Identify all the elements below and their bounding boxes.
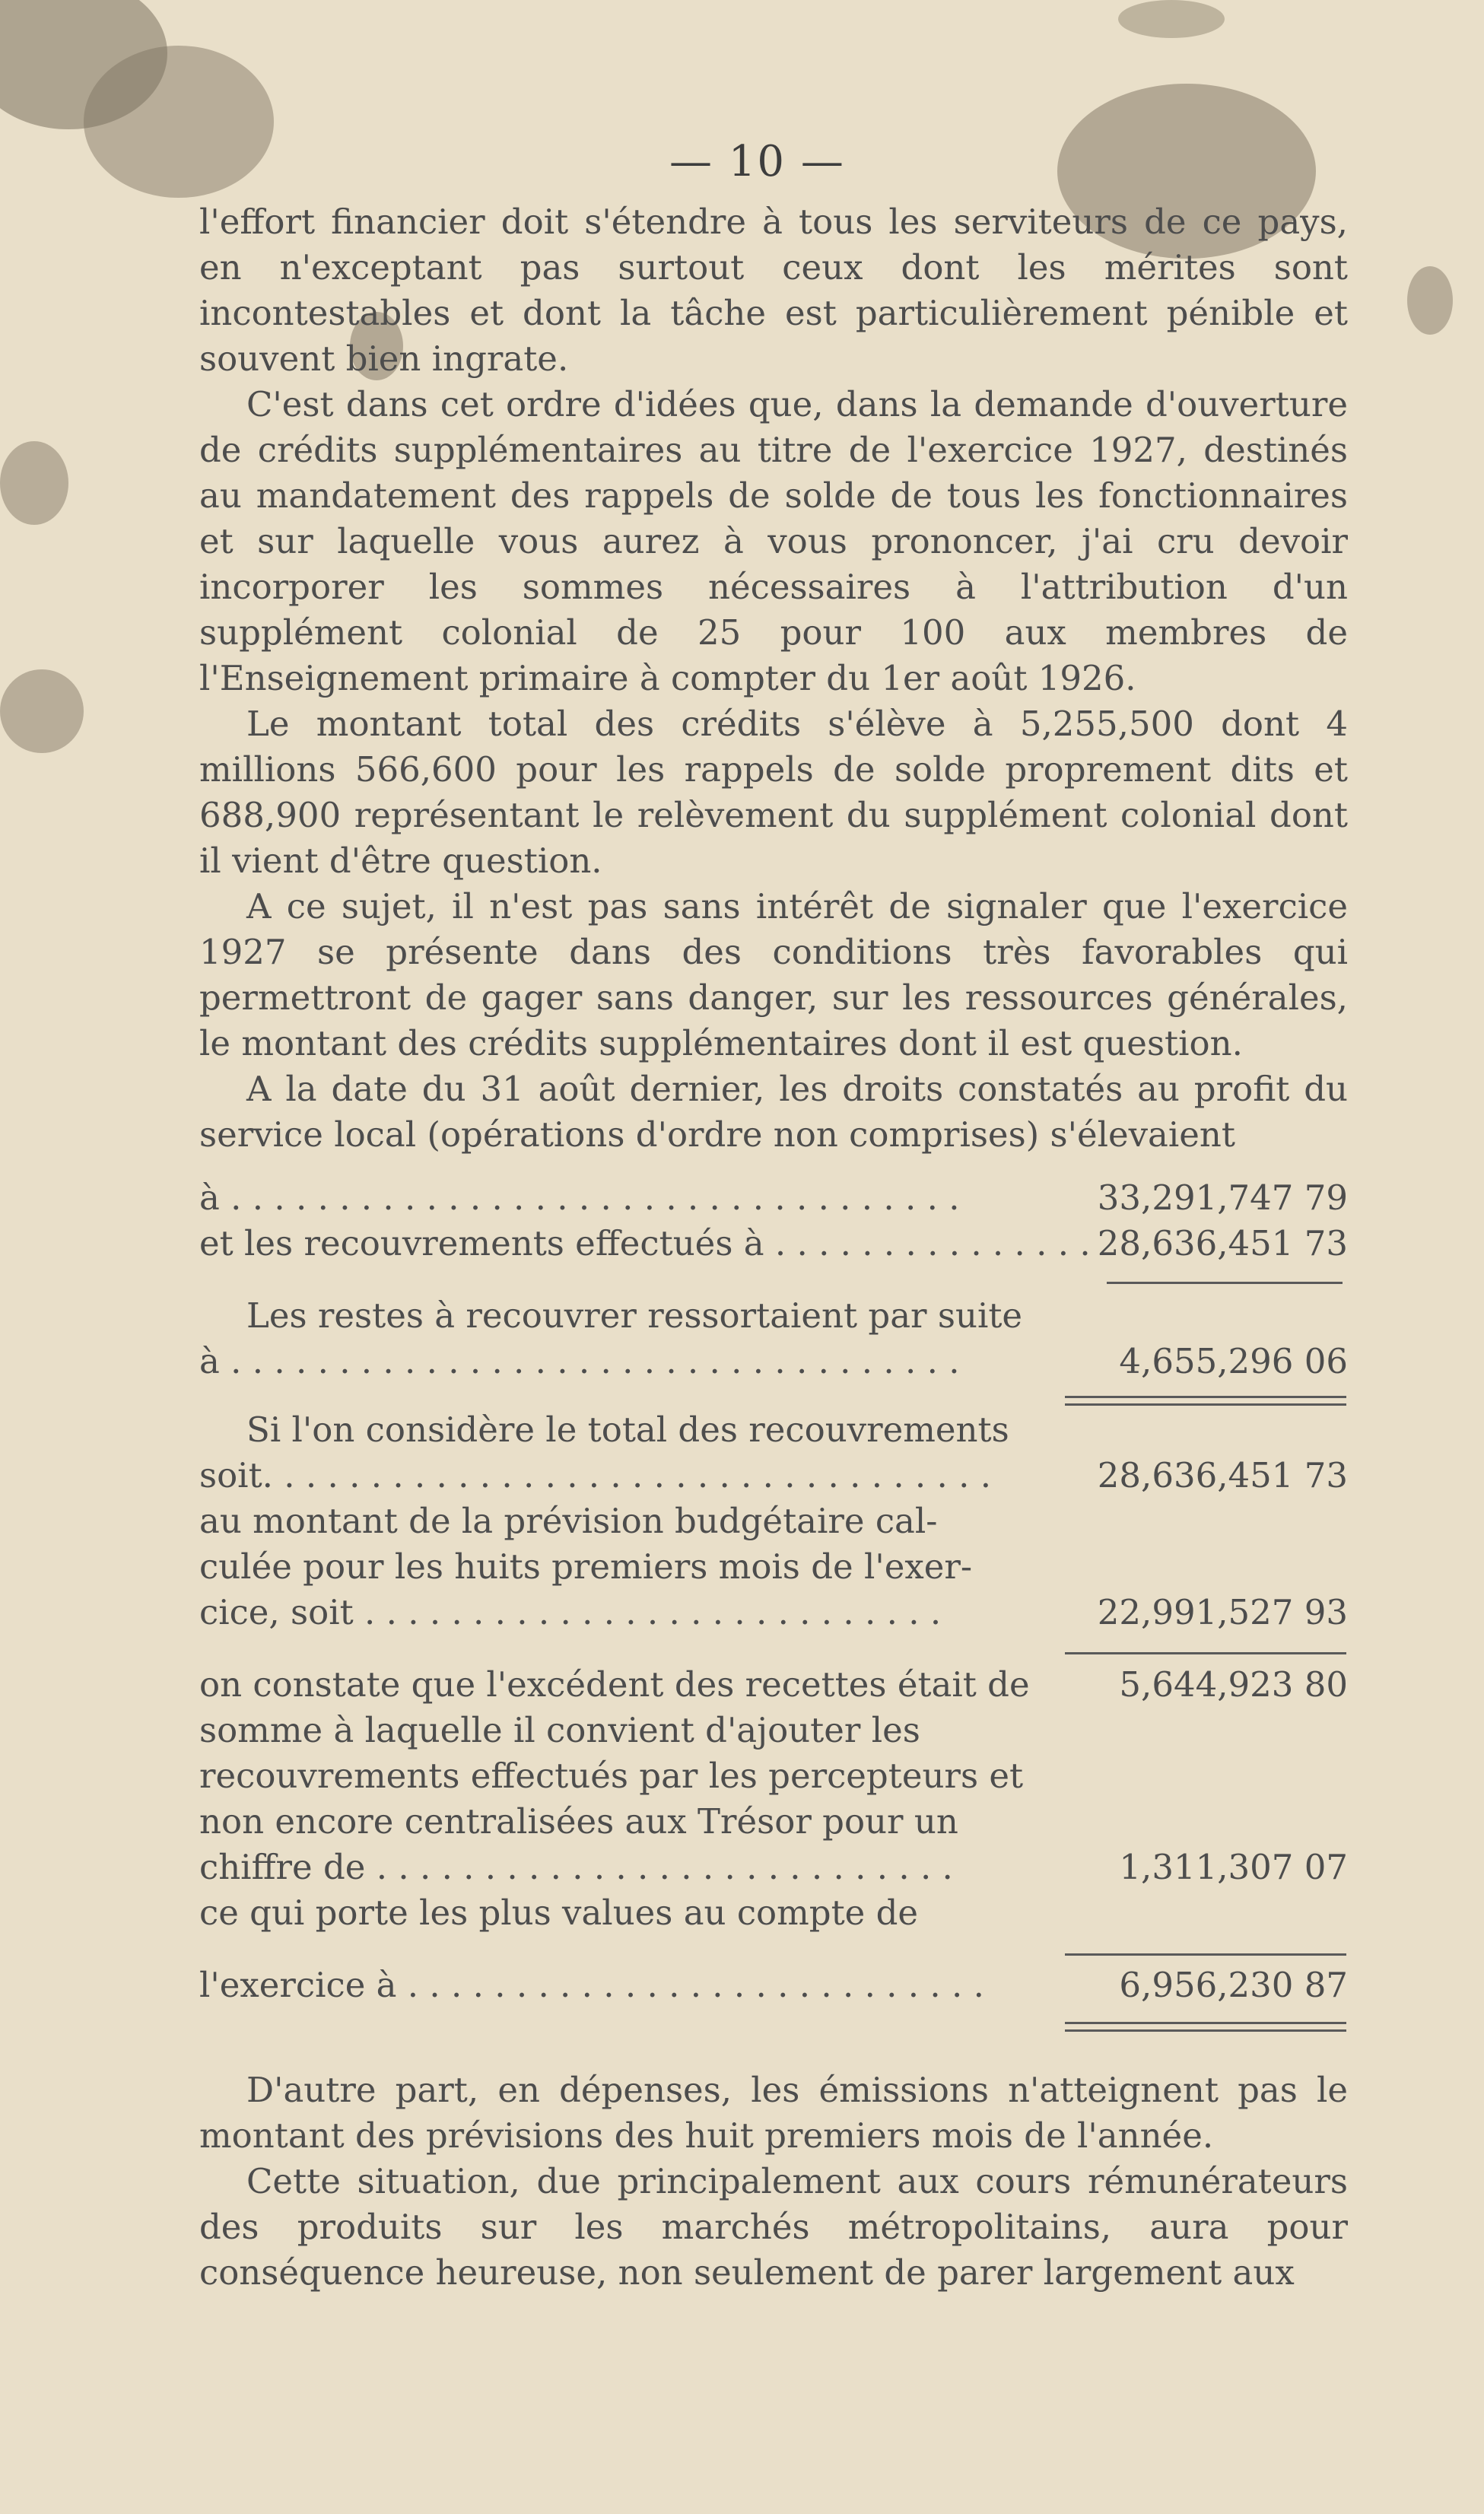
paragraph-1: l'effort financier doit s'étendre à tous les serviteurs de ce pays, en n'exceptant pas surtout ceux dont les mérites sont incontestables et dont la tâche est particulièrement pénible et souvent bien ingrate. xyxy=(199,202,1348,379)
prevision-amount: 22,991,527 93 xyxy=(1097,1592,1348,1632)
closing-text xyxy=(199,2067,1348,2296)
stain-left-mid xyxy=(0,441,68,525)
recouvrements-amount: 28,636,451 73 xyxy=(1097,1223,1348,1263)
dot-leader: à . . . . . . . . . . . . . . . . . . . . . . . . . . . . . . . . . . xyxy=(199,1178,960,1218)
restes-amount: 4,655,296 06 xyxy=(1119,1341,1348,1381)
stain-top-center xyxy=(1118,0,1225,38)
excedent-amount: 5,644,923 80 xyxy=(1119,1664,1348,1705)
rule-1 xyxy=(1107,1282,1343,1284)
closing-paragraph-2: Cette situation, due principalement aux cours rémunérateurs des produits sur les marchés métropolitains, aura pour conséquence heureuse, non seulement de parer largement aux xyxy=(199,2161,1348,2293)
dot-leader: soit. . . . . . . . . . . . . . . . . . . . . . . . . . . . . . . . . . xyxy=(199,1455,992,1495)
total-label: Si l'on considère le total des recouvrements xyxy=(246,1410,1009,1450)
double-rule-1a xyxy=(1065,1396,1346,1398)
restes-label: Les restes à recouvrer ressortaient par suite xyxy=(246,1295,1023,1336)
double-rule-1b xyxy=(1065,1403,1346,1406)
double-rule-2b xyxy=(1065,2029,1346,2032)
chiffre-amount: 1,311,307 07 xyxy=(1119,1847,1348,1887)
dot-leader: chiffre de . . . . . . . . . . . . . . . . . . . . . . . . . . . xyxy=(199,1847,953,1887)
dot-leader: l'exercice à . . . . . . . . . . . . . . . . . . . . . . . . . . . xyxy=(199,1965,984,2005)
total-amount: 28,636,451 73 xyxy=(1097,1455,1348,1495)
document-page: — 10 — l'effort financier doit s'étendre à tous les serviteurs de ce pays, en n'exceptant pas surtout ceux dont les mérites sont incontestables et dont la tâche est particulièrement pénible et souvent bien ingrate. C'est dans cet ordre d'idées que, dans la demande d'ouverture de crédits supplémentaires au titre de l'exercice 1927, destinés au mandatement des rappels de solde de tous les fonctionnaires et sur laquelle vous aurez à vous prononcer, j'ai cru devoir incorporer les sommes nécessaires à l'attribution d'un supplément colonial de 25 pour 100 aux membres de l'Enseignement primaire à compter du 1er août 1926. Le montant total des crédits s'élève à 5,255,500 dont 4 millions 566,600 pour les rappels de solde proprement dits et 688,900 représentant le relèvement du supplément colonial dont il vient d'être question. A ce sujet, il n'est pas sans intérêt de signaler que l'exercice 1927 se présente dans des conditions très favorables qui permettront de gager sans danger, sur les ressources générales, le montant des crédits supplémentaires dont il est question. A la date du 31 août dernier, les droits constatés au profit du service local (opérations d'ordre non comprises) s'élevaient à . . . . . . . . . . . . . . . . . . . . . . . . . . . . . . . . . . 33,291,747 79 et les recouvrements effectués à . . . . . . . . . . . . . . . 28,636,451 73 Les restes à recouvrer ressortaient par suite à . . . . . . . . . . . . . . . . . . . . . . . . . . . . . . . . . . 4,655,296 06 Si l'on considère le total des recouvrements soit. . . . . . . . . . . . . . . . . . . . . . . . . . . . . . . . . . 28,636,451 73 au montant de la prévision budgétaire cal- culée pour les huits premiers mois de l'exer- cice, soit . . . . . . . . . . . . . . . . . . . . . . . . . . . 22,991,527 93 on constate que l'excédent des recettes était de 5,644,923 80 somme à laquelle il convient d'ajouter les recouvrements effectués par les percepteurs et non encore centralisées aux Trésor pour un chiffre de . . . . . . . . . . . . . . . . . . . . . . . . . . . 1,311,307 07 ce qui porte les plus values au compte de l'exercice à . . . . . . . . . . . . . . . . . . . . . . . . . . . 6,956,230 87 D'autre part, en dépenses, les émissions n'atteignent pas le montant des prévisions des huit premiers mois de l'année. Cette situation, due principalement aux cours rémunérateurs des produits sur les marchés métropolitains, aura pour conséquence heureuse, non seulement de parer largement aux xyxy=(0,0,1484,2514)
rule-2 xyxy=(1065,1652,1346,1654)
paragraph-4: A ce sujet, il n'est pas sans intérêt de signaler que l'exercice 1927 se présente dans des conditions très favorables qui permettront de gager sans danger, sur les ressources générales, le montant des crédits supplémentaires dont il est question. xyxy=(199,886,1348,1063)
paragraph-3: Le montant total des crédits s'élève à 5,255,500 dont 4 millions 566,600 pour les rappels de solde proprement dits et 688,900 représentant le relèvement du supplément colonial dont il vient d'être question. xyxy=(199,704,1348,881)
closing-paragraph-1: D'autre part, en dépenses, les émissions n'atteignent pas le montant des prévisions des huit premiers mois de l'année. xyxy=(199,2070,1348,2156)
paragraph-5: A la date du 31 août dernier, les droits constatés au profit du service local (opérations d'ordre non comprises) s'élevaient xyxy=(199,1069,1348,1155)
page-number: — 10 — xyxy=(669,137,845,186)
stain-right-mid xyxy=(1407,266,1453,335)
paragraph-2: C'est dans cet ordre d'idées que, dans la demande d'ouverture de crédits supplémentaires au titre de l'exercice 1927, destinés au mandatement des rappels de solde de tous les fonctionnaires et sur laquelle vous aurez à vous prononcer, j'ai cru devoir incorporer les sommes nécessaires à l'attribution d'un supplément colonial de 25 pour 100 aux membres de l'Enseignement primaire à compter du 1er août 1926. xyxy=(199,384,1348,698)
plus-values-amount: 6,956,230 87 xyxy=(1119,1965,1348,2005)
dot-leader: et les recouvrements effectués à . . . . . . . . . . . . . . . xyxy=(199,1223,1091,1263)
stain-left-lower xyxy=(0,669,84,753)
double-rule-2a xyxy=(1065,2022,1346,2024)
stain-top-left-2 xyxy=(84,46,274,198)
dot-leader: cice, soit . . . . . . . . . . . . . . . . . . . . . . . . . . . xyxy=(199,1592,942,1632)
rule-3 xyxy=(1065,1953,1346,1956)
dot-leader: à . . . . . . . . . . . . . . . . . . . . . . . . . . . . . . . . . . xyxy=(199,1341,960,1381)
droits-amount: 33,291,747 79 xyxy=(1097,1178,1348,1218)
body-text xyxy=(199,199,1348,1158)
